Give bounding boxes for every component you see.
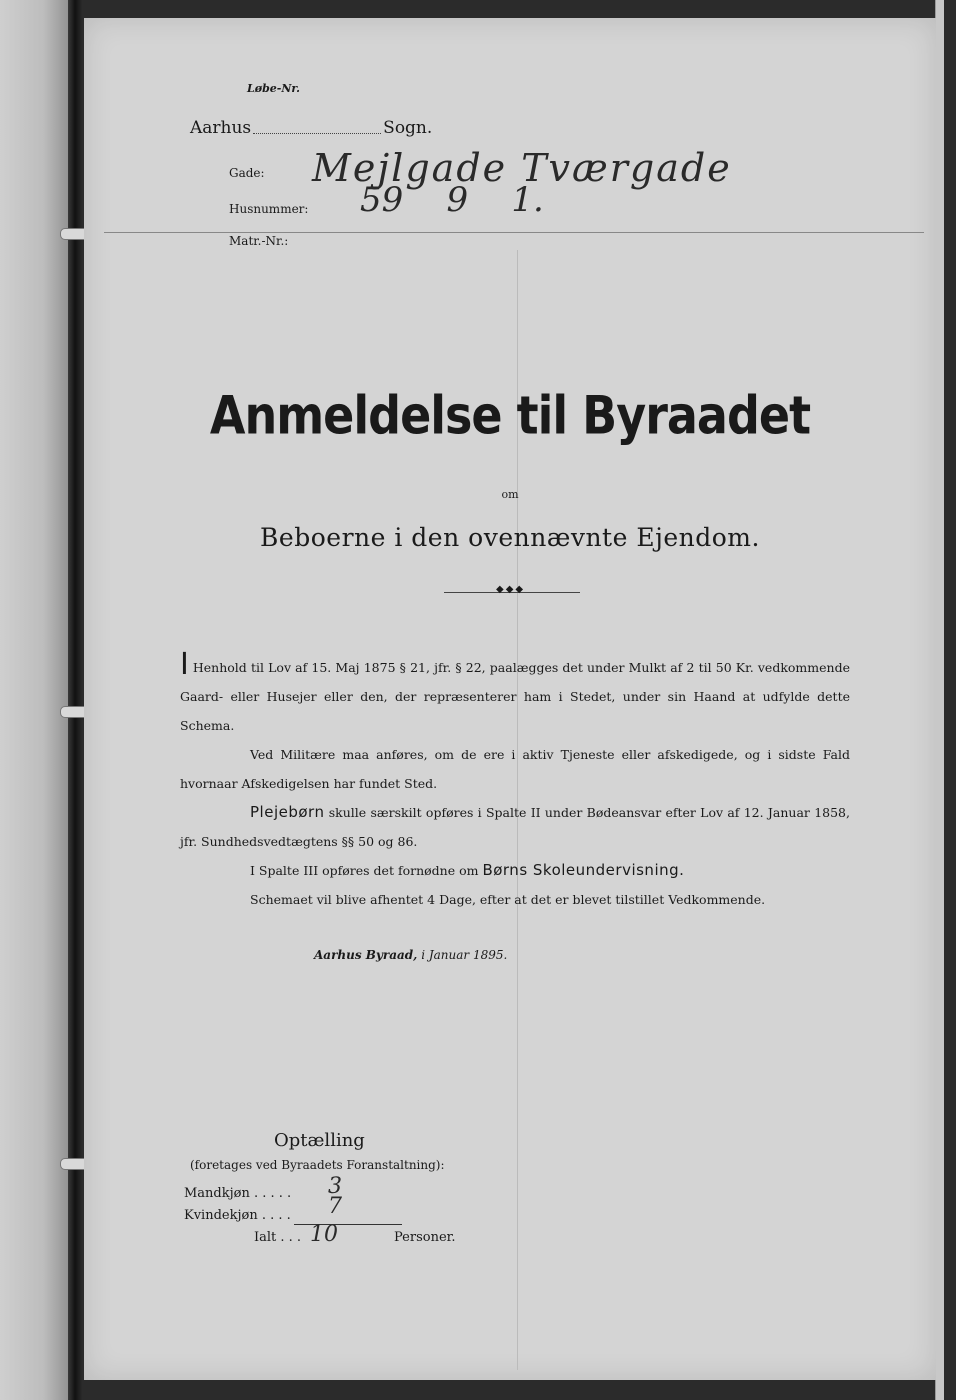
personer-label: Personer.	[394, 1230, 456, 1245]
loebe-nr-label: Løbe-Nr.	[247, 82, 300, 95]
left-page-edge	[0, 0, 72, 1400]
city-label: Aarhus	[190, 118, 252, 138]
husnummer-value: 59 9 1.	[360, 180, 544, 220]
signature-date: i Januar 1895.	[421, 948, 508, 962]
kvindekjon-label: Kvindekjøn . . . .	[184, 1208, 291, 1223]
kvindekjon-value: 7	[328, 1194, 342, 1219]
matr-nr-label: Matr.-Nr.:	[229, 234, 289, 248]
paragraph-4	[180, 856, 850, 885]
paragraph-2: Ved Militære maa anføres, om de ere i aktiv Tjeneste eller afskedigede, og i sidste Fald hvornaar Afskedigelsen har fundet Sted.	[180, 747, 850, 791]
census-note: (foretages ved Byraadets Foranstaltning):	[190, 1158, 445, 1172]
skoleundervisning-lead: Børns Skoleundervisning.	[482, 861, 685, 879]
husnummer-label: Husnummer:	[229, 202, 309, 216]
paragraph-3	[180, 798, 850, 856]
paragraph-1-text: Henhold til Lov af 15. Maj 1875 § 21, jfr. § 22, paalægges det under Mulkt af 2 til 50 Kr. vedkommende Gaard- eller Husejer eller den, der repræsenterer ham i Stedet, under sin Haand at udfylde dette Schema.	[180, 660, 850, 733]
paragraph-3-text: skulle særskilt opføres i Spalte II under Bødeansvar efter Lov af 12. Januar 1858, jfr. Sundhedsvedtægtens §§ 50 og 86.	[180, 805, 850, 849]
dotted-line	[253, 133, 381, 134]
header-rule	[104, 232, 924, 233]
document-page	[84, 18, 936, 1380]
plejeborn-lead: Plejebørn	[250, 803, 325, 821]
paragraph-4-text: I Spalte III opføres det fornødne om	[250, 863, 479, 878]
document-title: Anmeldelse til Byraadet	[209, 383, 811, 447]
document-subtitle: Beboerne i den ovennævnte Ejendom.	[260, 523, 760, 552]
sogn-label: Sogn.	[383, 118, 433, 138]
drop-cap: I	[180, 647, 189, 682]
gade-value: Mejlgade Tværgade	[312, 146, 732, 190]
mandkjon-value: 3	[328, 1174, 342, 1199]
sogn-row	[190, 118, 432, 138]
instructions-body	[180, 647, 850, 914]
census-heading: Optælling	[274, 1130, 365, 1151]
signature-line	[314, 948, 507, 962]
page-stack-edge	[935, 0, 944, 1400]
gade-label: Gade:	[229, 166, 265, 180]
paragraph-5: Schemaet vil blive afhentet 4 Dage, efter at det er blevet tilstillet Vedkommende.	[250, 892, 766, 907]
paragraph-1	[180, 647, 850, 740]
ornament-diamonds: ◆◆◆	[496, 584, 526, 595]
book-spine	[68, 0, 82, 1400]
ialt-label: Ialt . . .	[254, 1230, 302, 1245]
ialt-value: 10	[310, 1222, 338, 1247]
om-text: om	[501, 488, 519, 501]
signature-place: Aarhus Byraad,	[314, 948, 418, 962]
mandkjon-label: Mandkjøn . . . . .	[184, 1186, 292, 1201]
